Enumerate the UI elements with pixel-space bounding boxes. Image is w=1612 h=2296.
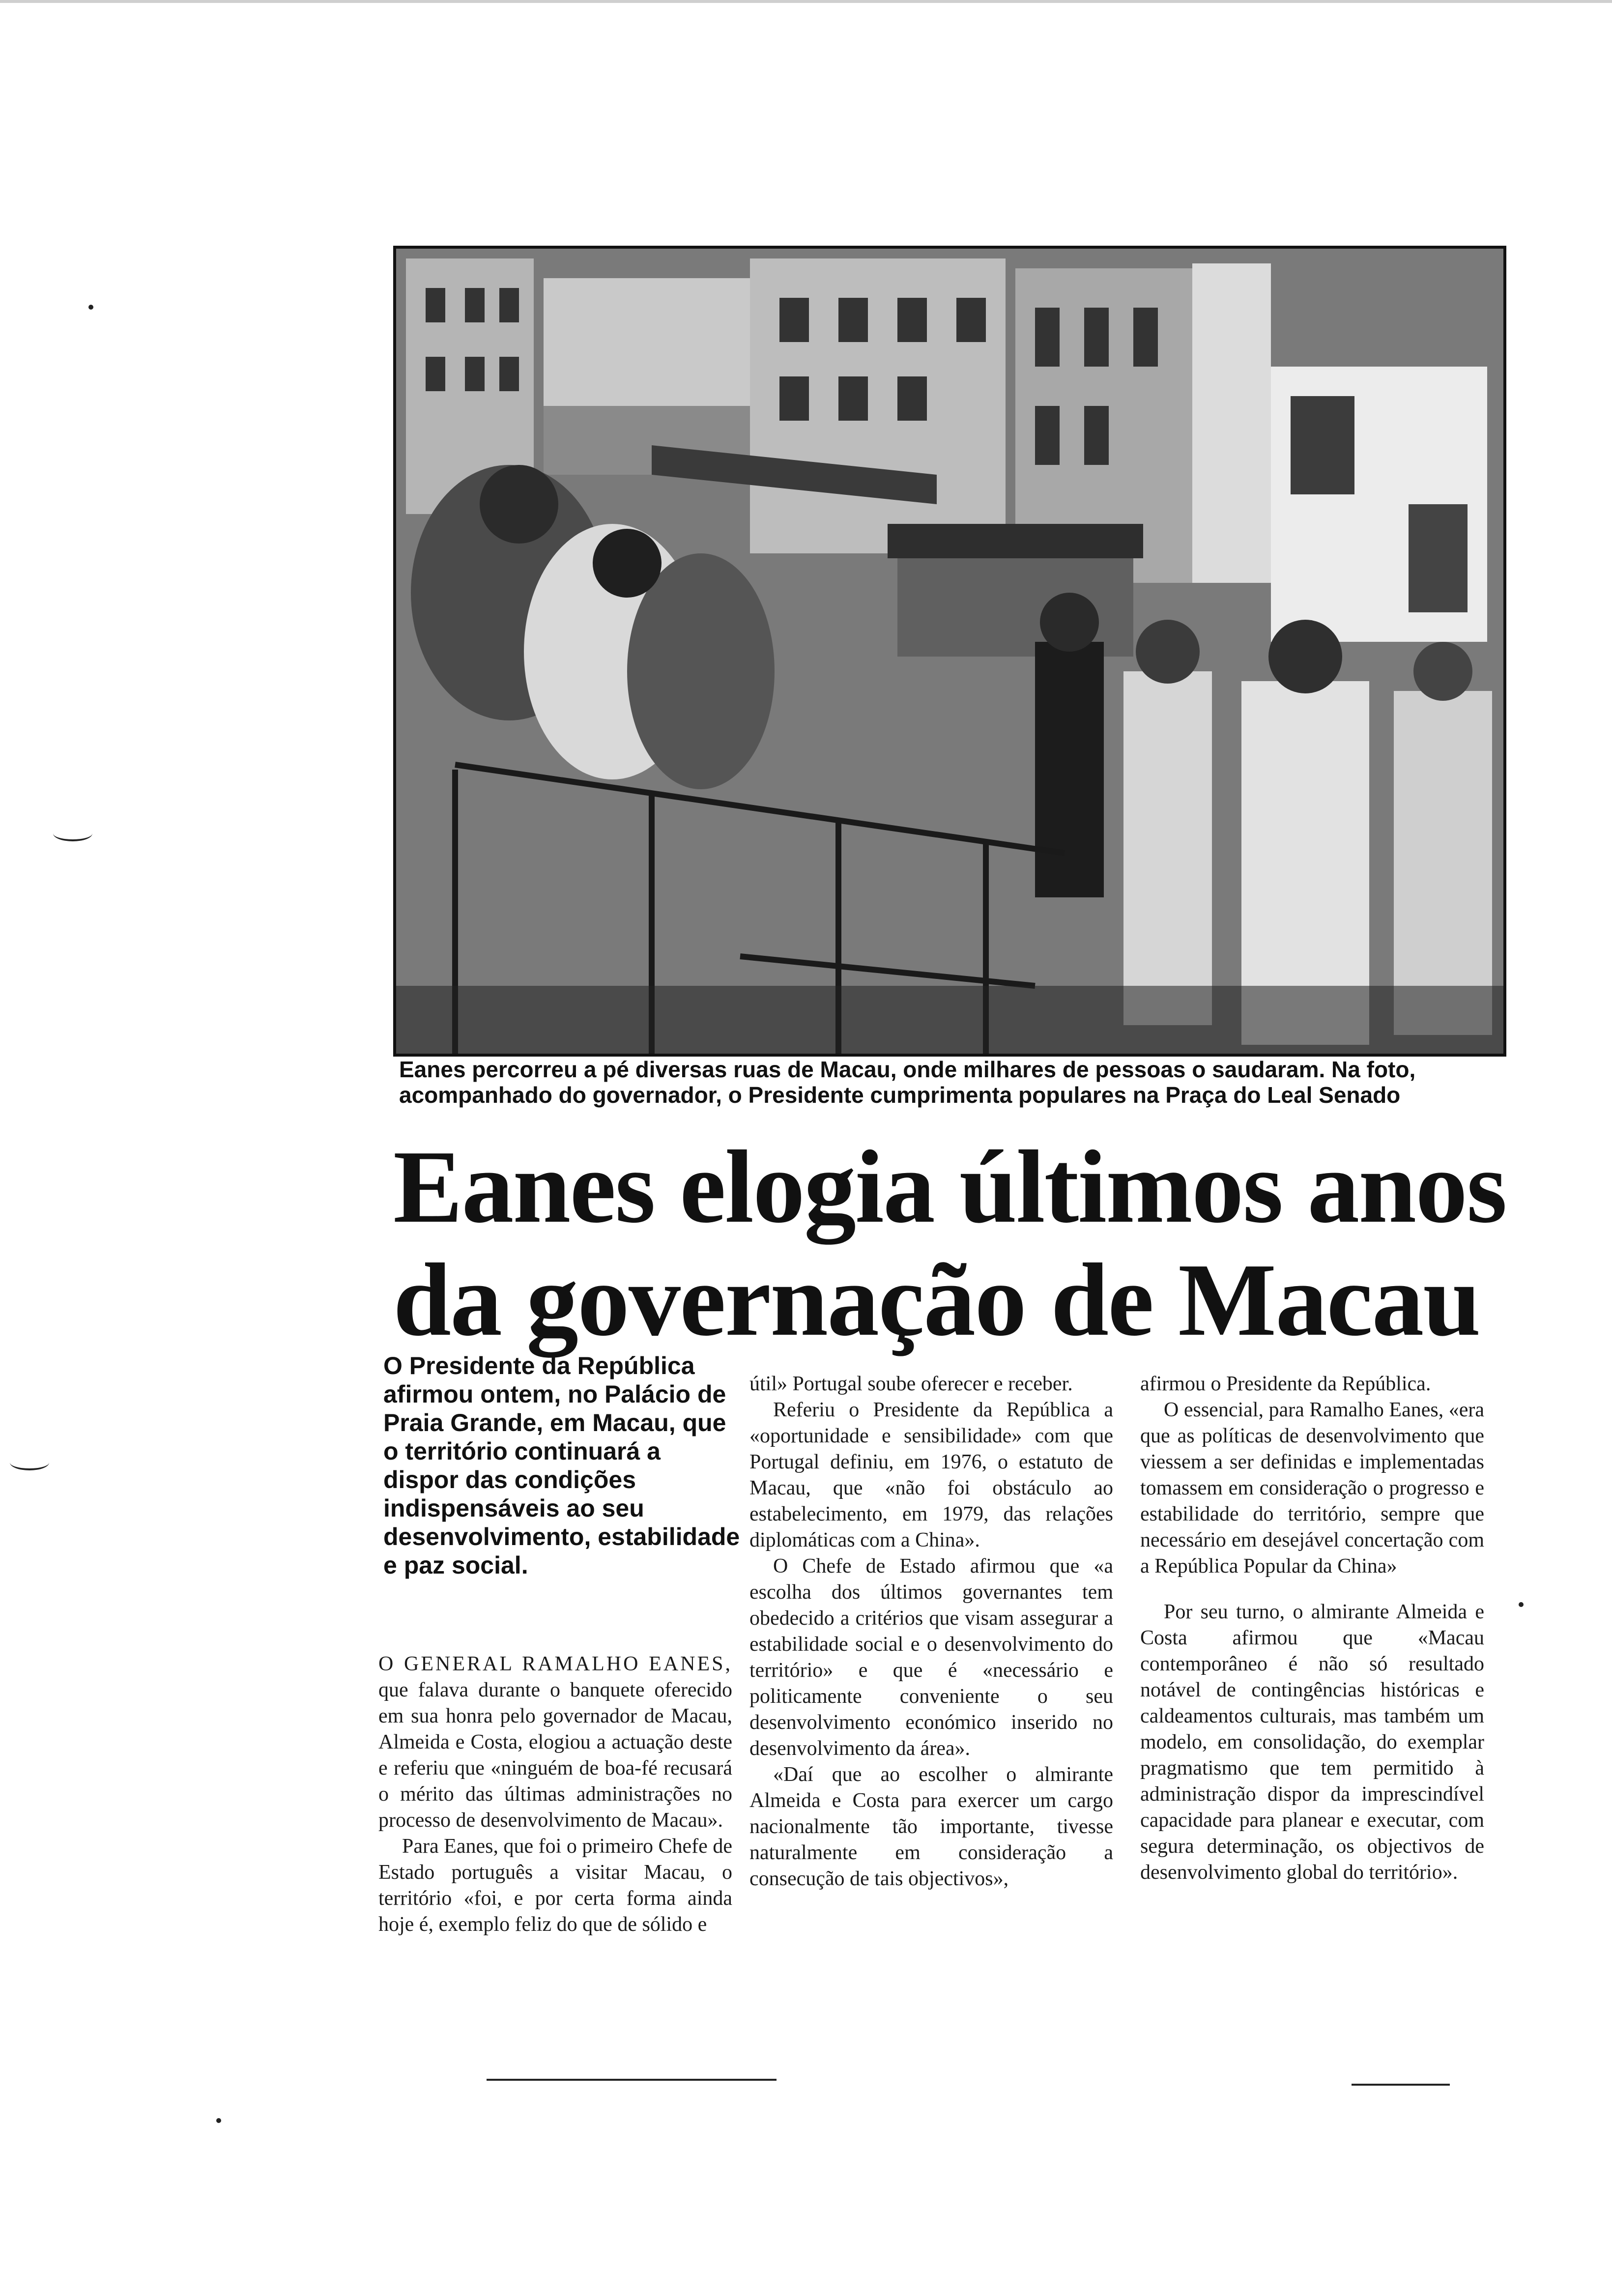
article-column-3 — [1140, 1371, 1484, 1886]
caption-line-2: acompanhado do governador, o Presidente cumprimenta populares na Praça do Leal Senado — [399, 1082, 1401, 1108]
article-column-2 — [749, 1371, 1113, 1892]
paragraph: O essencial, para Ramalho Eanes, «era que as políticas de desenvolvimento que viessem a ser definidas e implementadas tomassem em consideração o progresso e estabilidade do território, sempre que necessário em desejável concertação com a República Popular da China» — [1140, 1399, 1484, 1578]
paragraph: O Chefe de Estado afirmou que «a escolha dos últimos governantes tem obedecido a critérios que visam assegurar a estabilidade social e o desenvolvimento do território» e que é «necessário e politicamente conveniente o seu desenvolvimento económico inserido no desenvolvimento da área». — [749, 1555, 1113, 1760]
paragraph: Referiu o Presidente da República a «oportunidade e sensibilidade» com que Portugal definiu, em 1976, o estatuto de Macau, que «não foi obstáculo ao estabelecimento, em 1979, das relações diplomáticas com a China». — [749, 1399, 1113, 1551]
column-end-rule — [1352, 2084, 1450, 2086]
headline-line-1: Eanes elogia últimos anos — [393, 1129, 1506, 1244]
paragraph: Para Eanes, que foi o primeiro Chefe de Estado português a visitar Macau, o território «foi, e por certa forma ainda hoje é, exemplo feliz do que de sólido e — [378, 1835, 732, 1936]
paragraph — [378, 1651, 732, 1834]
paragraph: útil» Portugal soube oferecer e receber. — [749, 1373, 1073, 1395]
paragraph: «Daí que ao escolher o almirante Almeida e Costa para exercer um cargo nacionalmente tão importante, tivesse naturalmente em consideração a consecução de tais objectivos», — [749, 1763, 1113, 1890]
caption-line-1: Eanes percorreu a pé diversas ruas de Macau, onde milhares de pessoas o saudaram. Na foto, — [399, 1057, 1416, 1082]
photo-caption — [399, 1057, 1510, 1108]
dropcap-lead: O GENERAL RAMALHO EANES, — [378, 1653, 732, 1675]
scan-speck — [216, 2118, 221, 2123]
punch-hole-mark — [53, 826, 92, 841]
street-crowd-photo-icon — [393, 246, 1506, 1057]
article-lead: O Presidente da República afirmou ontem, no Palácio de Praia Grande, em Macau, que o território continuará a dispor das condições indispensáveis ao seu desenvolvimento, estabilidade e paz social. — [383, 1352, 740, 1579]
scan-top-edge — [0, 0, 1612, 3]
scan-speck — [88, 305, 93, 310]
column-end-rule — [487, 2079, 777, 2081]
punch-hole-mark — [10, 1455, 49, 1470]
article-column-1 — [378, 1651, 732, 1938]
paragraph: Por seu turno, o almirante Almeida e Costa afirmou que «Macau contemporâneo é não só resultado notável de contingências históricas e caldeamentos culturais, mas também um modelo, em consolidação, do exemplar pragmatismo que tem permitido à administração dispor da imprescindível capacidade para planear e executar, com segura determinação, os objectivos de desenvolvimento global do território». — [1140, 1601, 1484, 1884]
headline-line-2: da governação de Macau — [393, 1242, 1480, 1357]
paragraph-text: que falava durante o banquete oferecido em sua honra pelo governador de Macau, Almeida e Costa, elogiou a actuação deste e referiu que «ninguém de boa-fé recusará o mérito das últimas administrações no processo de desenvolvimento de Macau». — [378, 1679, 732, 1832]
article-headline — [393, 1130, 1509, 1356]
photo-drawing — [396, 249, 1503, 1054]
scan-speck — [1519, 1602, 1524, 1607]
paragraph: afirmou o Presidente da República. — [1140, 1373, 1431, 1395]
